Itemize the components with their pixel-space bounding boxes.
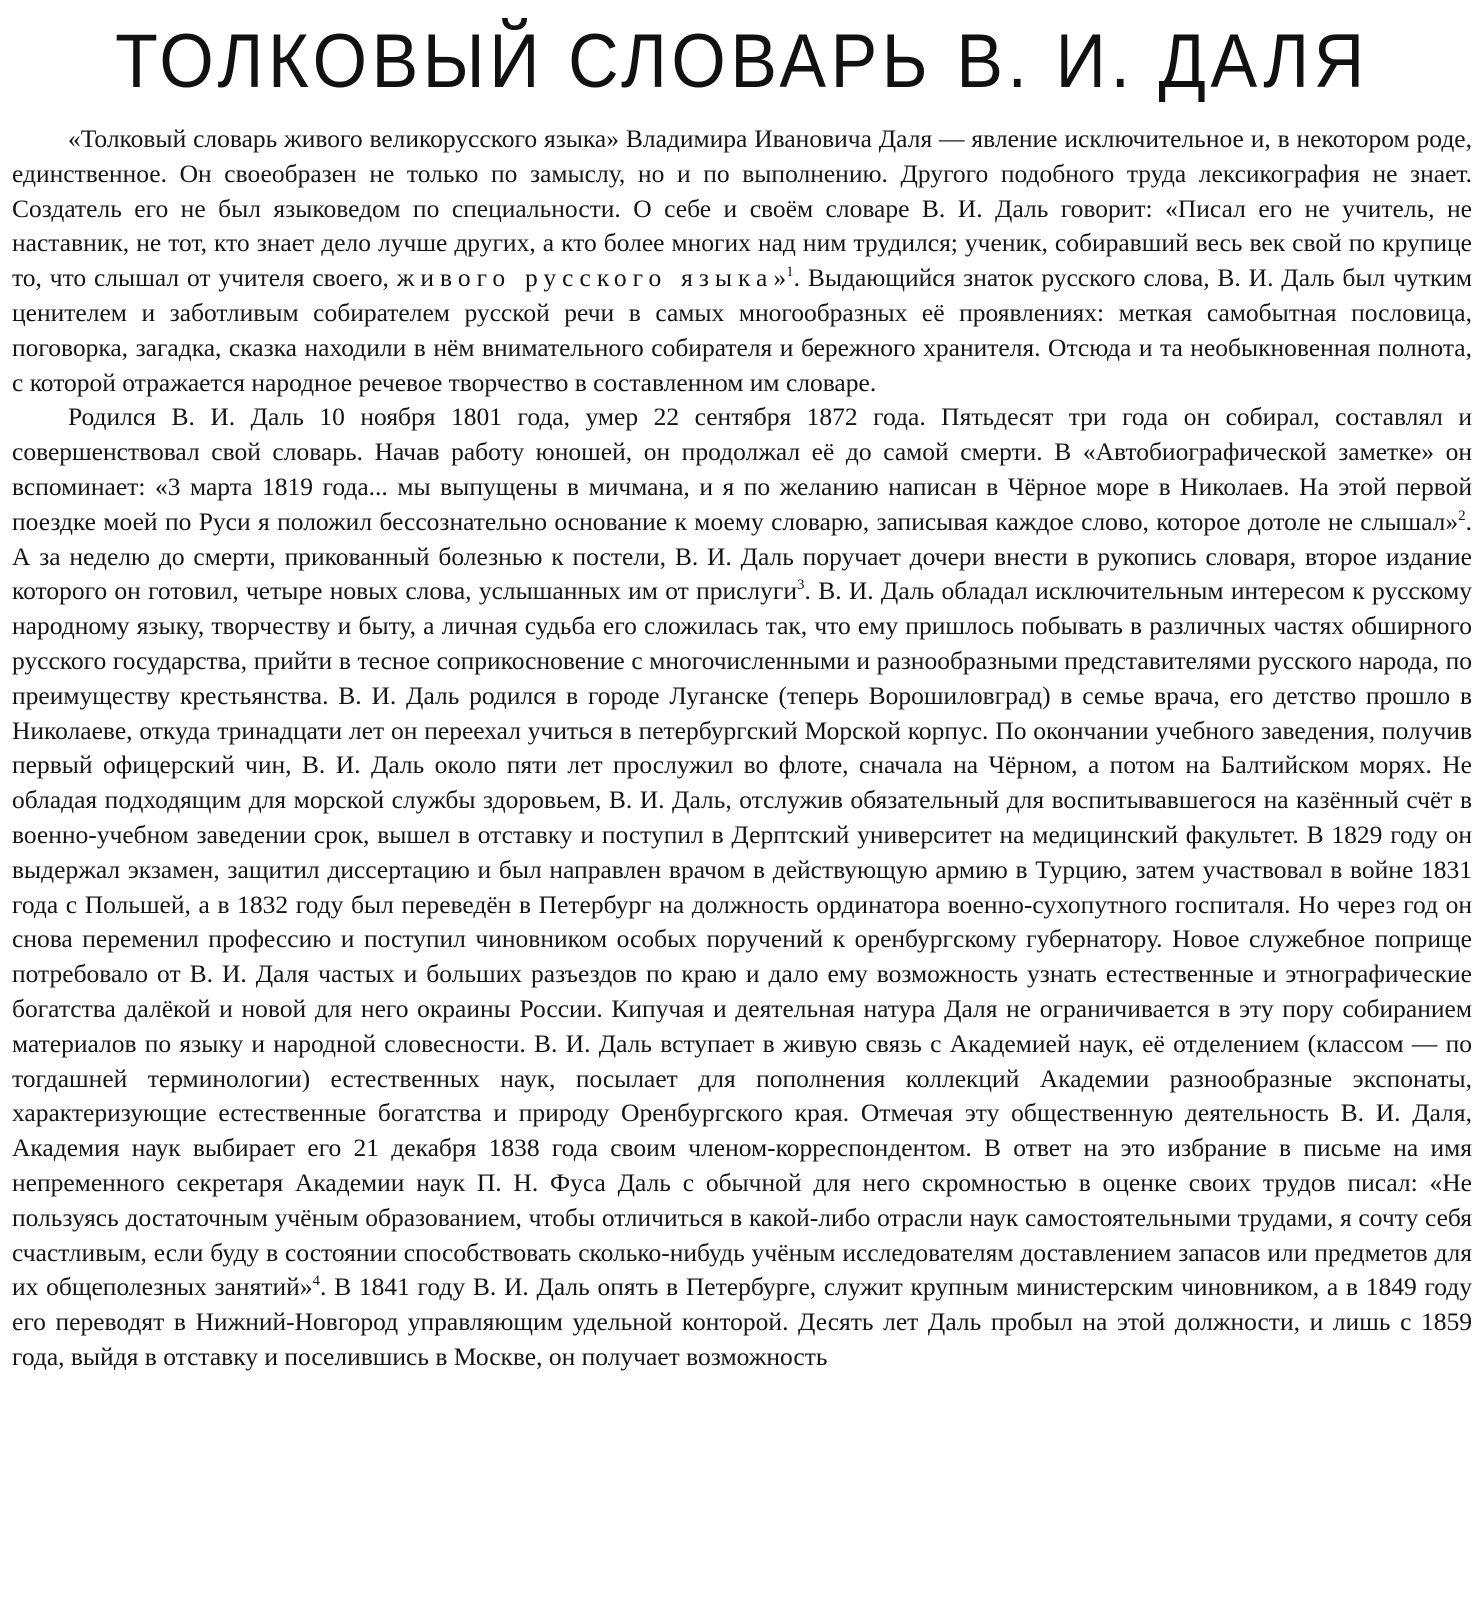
paragraph-biography-text-3: . В. И. Даль обладал исключительным интересом к русскому народному языку, творчеству и быту, а личная судьба его сложилась так, что ему пришлось побывать в различных частях обширного русского государства, прийти в тесное соприкосновение с многочисленными и разнообразными представителями русского народа, по преимуществу крестьянства. В. И. Даль родился в городе Луганске (теперь Ворошиловград) в семье врача, его детство прошло в Николаеве, откуда тринадцати лет он переехал учиться в петербургский Морской корпус. По окончании учебного заведения, получив первый офицерский чин, В. И. Даль около пяти лет прослужил во флоте, сначала на Чёрном, а потом на Балтийском морях. Не обладая подходящим для морской службы здоровьем, В. И. Даль, отслужив обязательный для воспитывавшегося на казённый счёт в военно-учебном заведении срок, вышел в отставку и поступил в Дерптский университет на медицинский факультет. В 1829 году он выдержал экзамен, защитил диссертацию и был направлен врачом в действующую армию в Турцию, затем участвовал в войне 1831 года с Польшей, а в 1832 году был переведён в Петербург на должность ординатора военно-сухопутного госпиталя. Но через год он снова переменил профессию и поступил чиновником особых поручений к оренбургскому губернатору. Новое служебное поприще потребовало от В. И. Даля частых и больших разъездов по краю и дало ему возможность узнать естественные и этнографические богатства далёкой и новой для него окраины России. Кипучая и деятельная натура Даля не ограничивается в эту пору собиранием материалов по языку и народной словесности. В. И. Даль вступает в живую связь с Академией наук, её отделением (классом — по тогдашней терминологии) естественных наук, посылает для пополнения коллекций Академии разнообразные экспонаты, характеризующие естественные богатства и природу Оренбургского края. Отмечая эту общественную деятельность В. И. Даля, Академия наук выбирает его 21 декабря 1838 года своим членом-корреспондентом. В ответ на это избрание в письме на имя непременного секретаря Академии наук П. Н. Фуса Даль с обычной для него скромностью в оценке своих трудов писал: «Не пользуясь достаточным учёным образованием, чтобы отличиться в какой-либо отрасли наук самостоятельными трудами, я сочту себя счастливым, если буду в состоянии способствовать сколько-нибудь учёным исследователям доставлением запасов или предметов для их общеполезных занятий»: [12, 576, 1472, 1302]
footnote-mark-2: 2: [1458, 507, 1466, 524]
paragraph-intro-text-3: . Выдающийся знаток русского слова, В. И. Даль был чутким ценителем и заботливым собирателем русской речи в самых многообразных её проявлениях: меткая самобытная пословица, поговорка, загадка, сказка находили в нём внимательного собирателя и бережного хранителя. Отсюда и та необыкновенная полнота, с которой отражается народное речевое творчество в составленном им словаре.: [12, 263, 1472, 397]
page-title: ТОЛКОВЫЙ СЛОВАРЬ В. И. ДАЛЯ: [115, 19, 1369, 104]
article-body: [12, 122, 1472, 1375]
paragraph-intro-text-1: «Толковый словарь живого великорусского языка» Владимира Ивановича Даля — явление исключительное и, в некотором роде, единственное. Он своеобразен не только по замыслу, но и по выполнению. Другого подобного труда лексикография не знает. Создатель его не был языковедом по специальности. О себе и своём словаре В. И. Даль говорит: «Писал его не учитель, не наставник, не тот, кто знает дело лучше других, а кто более многих над ним трудился; ученик, собиравший весь век свой по крупице то, что слышал от учителя своего,: [12, 124, 1472, 293]
paragraph-biography-text-4: . В 1841 году В. И. Даль опять в Петербурге, служит крупным министерским чиновником, а в 1849 году его переводят в Нижний-Новгород управляющим удельной конторой. Десять лет Даль пробыл на этой должности, и лишь с 1859 года, выйдя в отставку и поселившись в Москве, он получает возможность: [12, 1272, 1472, 1371]
footnote-mark-4: 4: [312, 1273, 320, 1290]
paragraph-biography: [12, 400, 1472, 1374]
paragraph-intro-text-2: »: [773, 263, 787, 293]
paragraph-intro: [12, 122, 1472, 400]
paragraph-biography-text-2: . А за неделю до смерти, прикованный болезнью к постели, В. И. Даль поручает дочери внести в рукопись словаря, второе издание которого он готовил, четыре новых слова, услышанных им от прислуги: [12, 506, 1472, 606]
paragraph-biography-text-1: Родился В. И. Даль 10 ноября 1801 года, умер 22 сентября 1872 года. Пятьдесят три года он собирал, составлял и совершенствовал свой словарь. Начав работу юношей, он продолжал её до самой смерти. В «Автобиографической заметке» он вспоминает: «3 марта 1819 года... мы выпущены в мичмана, и я по желанию написан в Чёрное море в Николаев. На этой первой поездке моей по Руси я положил бессознательно основание к моему словарю, записывая каждое слово, которое дотоле не слышал»: [12, 402, 1472, 536]
document-page: [12, 0, 1472, 1600]
footnote-mark-3: 3: [797, 577, 805, 594]
spaced-emphasis: живого русского языка: [396, 263, 774, 293]
footnote-mark-1: 1: [786, 264, 794, 281]
